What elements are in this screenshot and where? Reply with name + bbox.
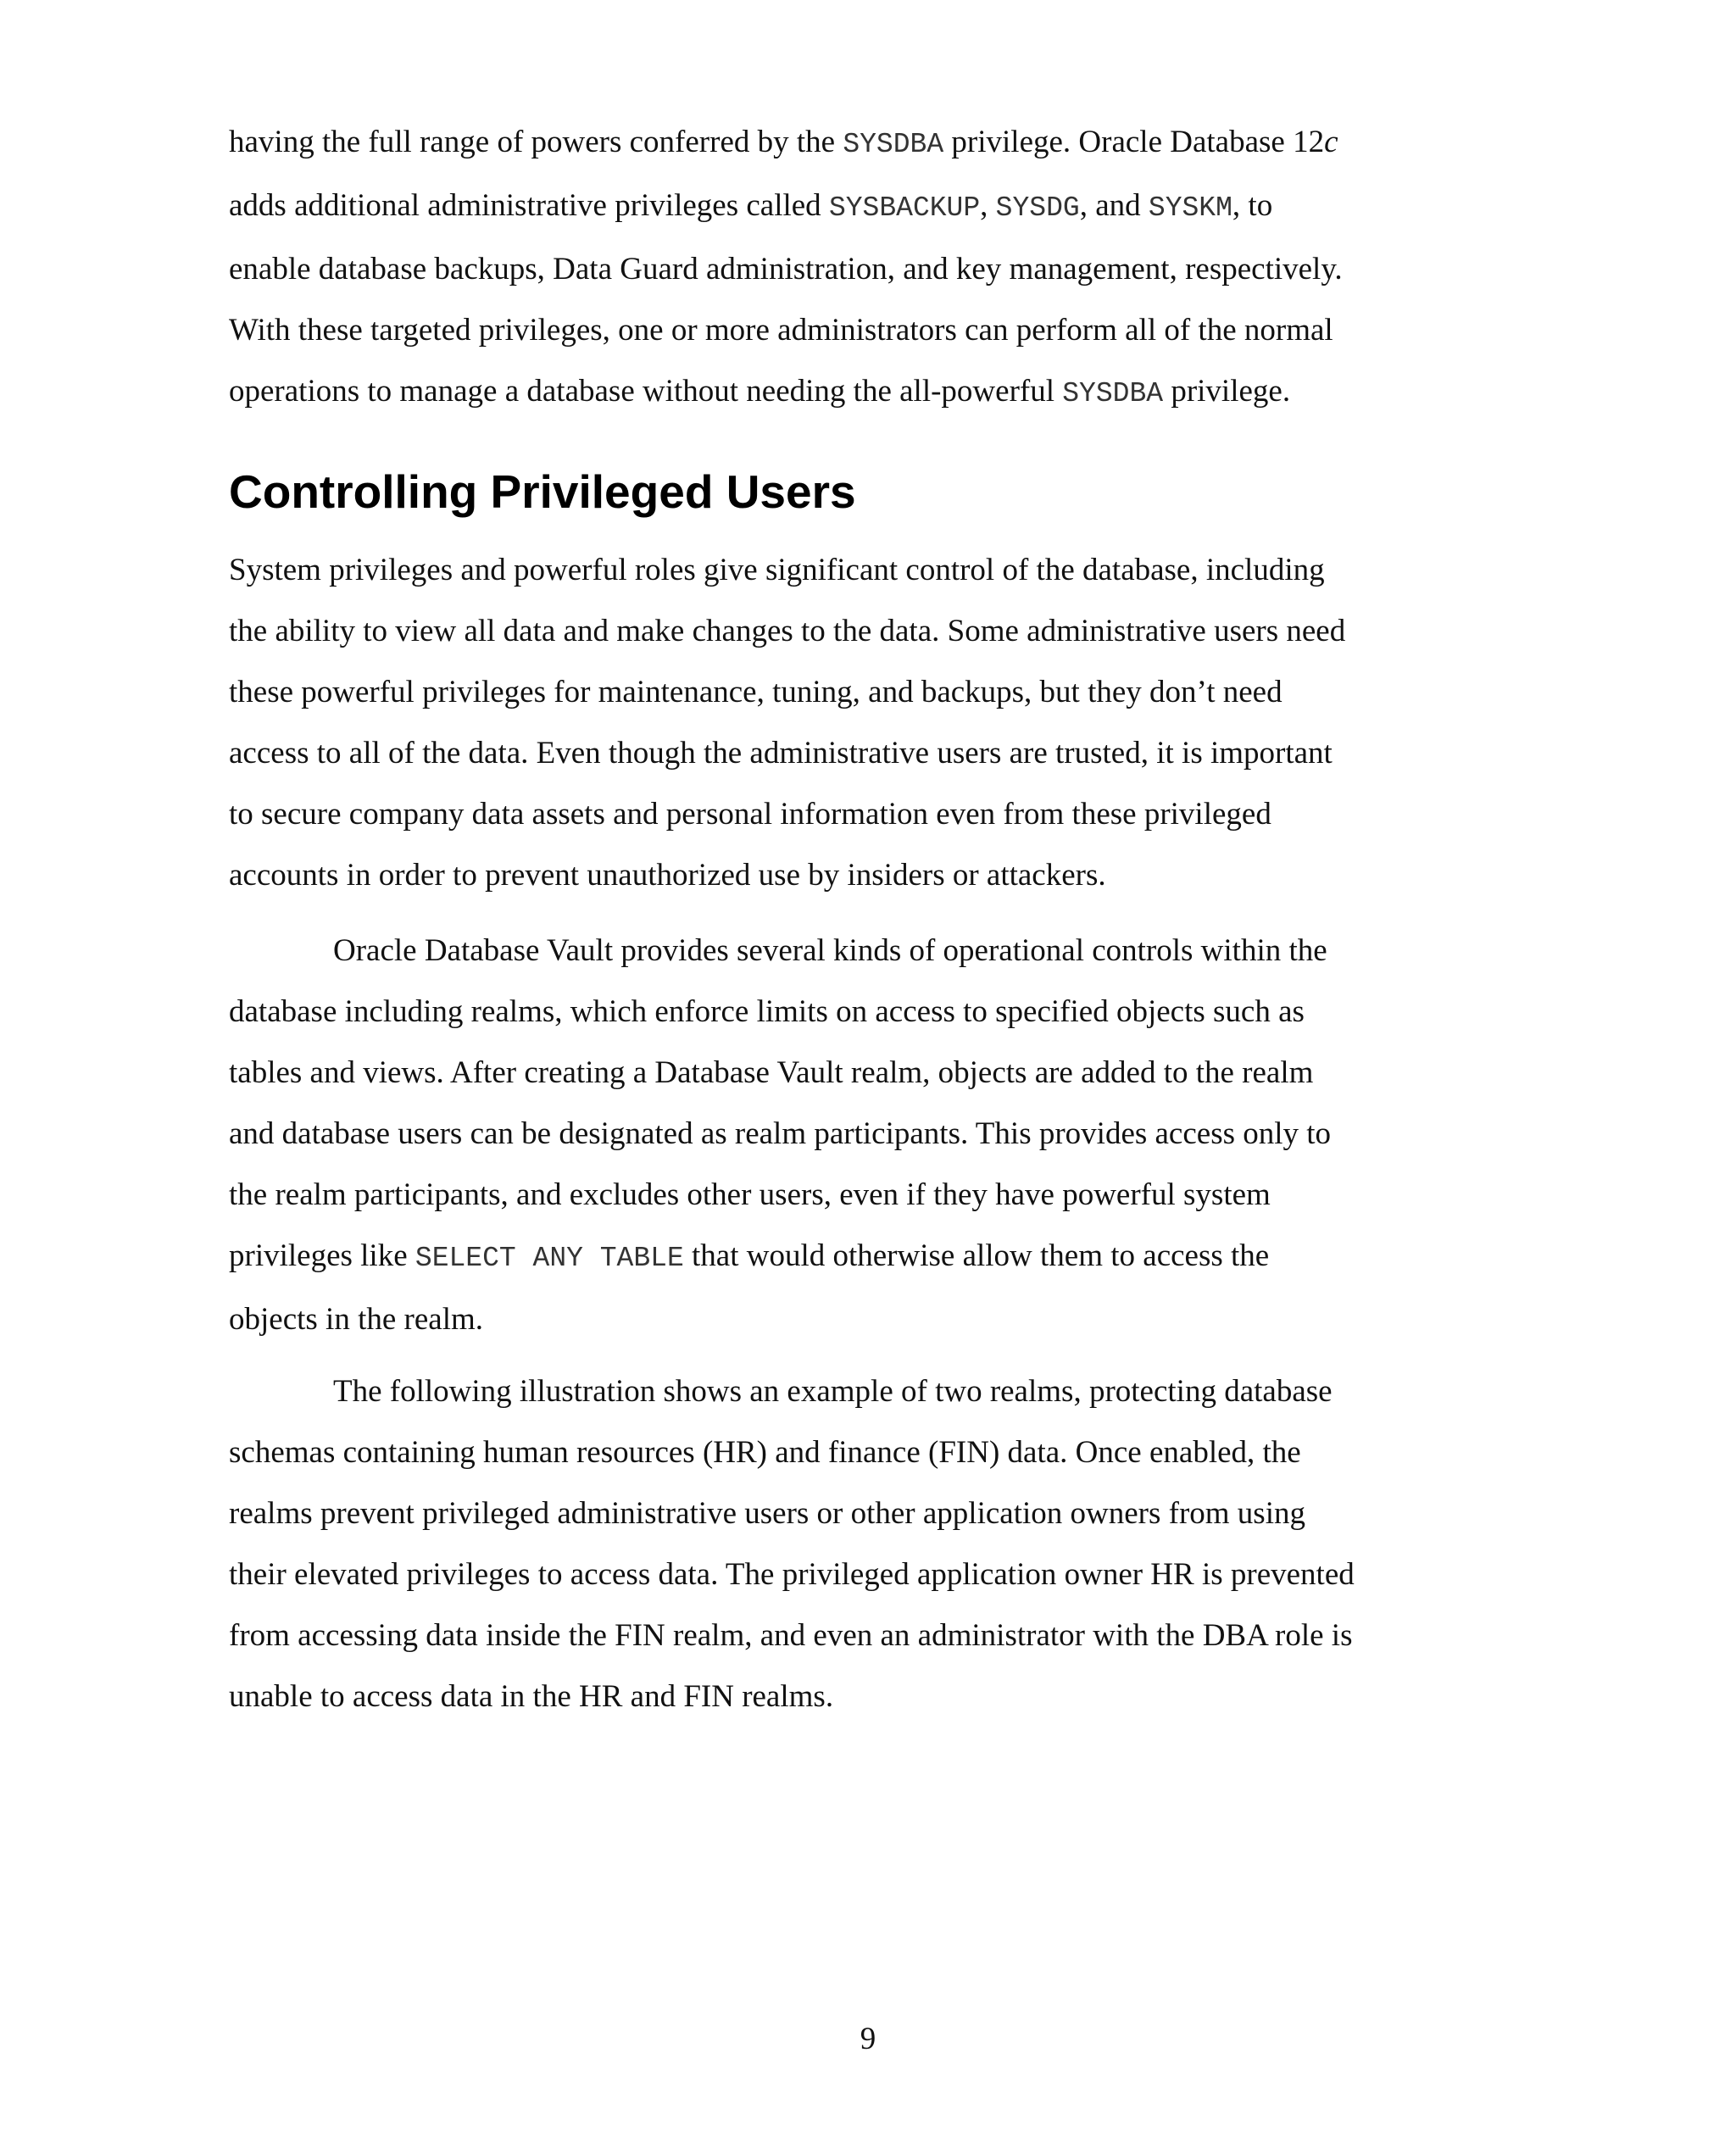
code-syskm: SYSKM xyxy=(1148,192,1232,224)
intro-text: , to xyxy=(1232,188,1273,223)
paragraph-line: access to all of the data. Even though the administrative users are trusted, it is important xyxy=(229,736,1333,771)
paragraph-line: accounts in order to prevent unauthorized use by insiders or attackers. xyxy=(229,858,1106,893)
paragraph-line: schemas containing human resources (HR) and finance (FIN) data. Once enabled, the xyxy=(229,1435,1301,1470)
paragraph-text: privileges like xyxy=(229,1238,415,1273)
intro-text: privilege. Oracle Database 12 xyxy=(943,125,1325,159)
paragraph-line: database including realms, which enforce limits on access to specified objects such as xyxy=(229,994,1305,1029)
intro-line-2 xyxy=(229,175,1526,239)
paragraph-line: tables and views. After creating a Database Vault realm, objects are added to the realm xyxy=(229,1055,1314,1090)
paragraph-line: from accessing data inside the FIN realm, and even an administrator with the DBA role is xyxy=(229,1618,1353,1653)
code-sysdba: SYSDBA xyxy=(843,129,944,160)
paragraph-line: these powerful privileges for maintenance, tuning, and backups, but they don’t need xyxy=(229,675,1283,709)
paragraph-line: Oracle Database Vault provides several kinds of operational controls within the xyxy=(333,933,1327,968)
intro-line-1 xyxy=(229,112,1526,175)
paragraph-line: to secure company data assets and personal information even from these privileged xyxy=(229,797,1271,832)
paragraph-1 xyxy=(229,540,1526,906)
paragraph-line: objects in the realm. xyxy=(229,1302,484,1337)
intro-text: , xyxy=(980,188,996,223)
paragraph-line: the realm participants, and excludes other users, even if they have powerful system xyxy=(229,1177,1271,1212)
section-heading: Controlling Privileged Users xyxy=(229,465,856,518)
intro-text: privilege. xyxy=(1163,374,1291,409)
paragraph-2 xyxy=(229,921,1526,1350)
intro-paragraph xyxy=(229,112,1526,425)
code-sysbackup: SYSBACKUP xyxy=(828,192,981,224)
intro-text: operations to manage a database without needing the all-powerful xyxy=(229,374,1063,409)
code-sysdba: SYSDBA xyxy=(1062,378,1164,409)
paragraph-line xyxy=(229,1226,1526,1289)
intro-line-3: enable database backups, Data Guard administration, and key management, respectively. xyxy=(229,252,1343,287)
paragraph-line: The following illustration shows an example of two realms, protecting database xyxy=(333,1374,1333,1409)
paragraph-text: that would otherwise allow them to access the xyxy=(683,1238,1270,1273)
paragraph-line: realms prevent privileged administrative users or other application owners from using xyxy=(229,1496,1305,1531)
code-select-any-table: SELECT ANY TABLE xyxy=(415,1243,684,1274)
paragraph-line: the ability to view all data and make changes to the data. Some administrative users need xyxy=(229,614,1346,648)
paragraph-3 xyxy=(229,1361,1526,1727)
intro-text: , and xyxy=(1079,188,1149,223)
paragraph-line: unable to access data in the HR and FIN realms. xyxy=(229,1679,834,1714)
intro-text: adds additional administrative privileges called xyxy=(229,188,829,223)
paragraph-line: and database users can be designated as realm participants. This provides access only to xyxy=(229,1116,1332,1151)
paragraph-line: System privileges and powerful roles give significant control of the database, including xyxy=(229,553,1325,587)
paragraph-line: their elevated privileges to access data. The privileged application owner HR is prevented xyxy=(229,1557,1355,1592)
page-number: 9 xyxy=(860,2022,876,2056)
intro-line-5 xyxy=(229,361,1526,425)
intro-text: having the full range of powers conferred by the xyxy=(229,125,843,159)
code-sysdg: SYSDG xyxy=(995,192,1080,224)
intro-line-4: With these targeted privileges, one or more administrators can perform all of the normal xyxy=(229,313,1333,348)
version-suffix: c xyxy=(1324,125,1338,159)
